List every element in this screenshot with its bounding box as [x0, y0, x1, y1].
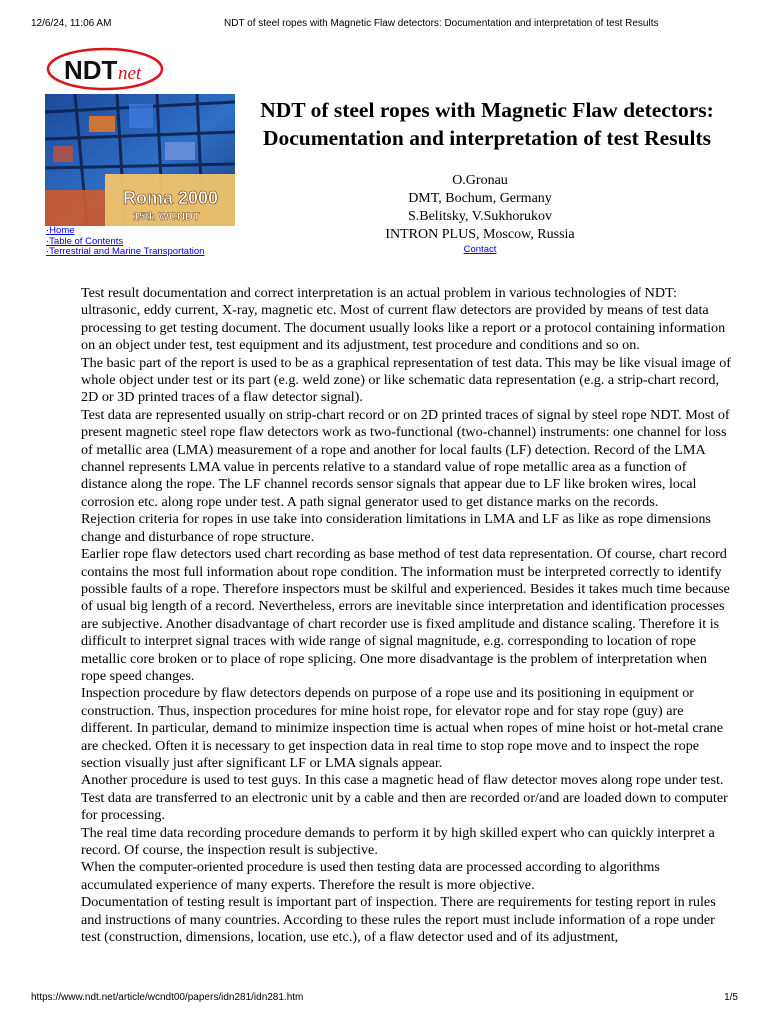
author-affiliation: DMT, Bochum, Germany — [408, 191, 552, 206]
author-affiliation: INTRON PLUS, Moscow, Russia — [385, 227, 575, 242]
nav-home-link[interactable]: ·Home — [46, 225, 75, 236]
print-url: https://www.ndt.net/article/wcndt00/papers/idn281/idn281.htm — [31, 992, 304, 1003]
paragraph: Inspection procedure by flaw detectors depends on purpose of a rope use and its positioning in equipment or construction. Thus, inspection procedures for mine hoist rope, for elevator rope and for stay rope (guy) are different. In particular, demand to minimize inspection time is actual when ropes of mine hoist or hot-metal crane are checked. Often it is necessary to get inspection data in real time to stop rope move and to inspect the rope section visually just after significant LF or LMA signals appear. — [81, 685, 723, 771]
contact-link[interactable]: Contact — [463, 244, 497, 255]
paragraph: Another procedure is used to test guys. In this case a magnetic head of flaw detector moves along rope under test. Test data are transferred to an electronic unit by a cable and then are recorded or/and are loaded down to computer for processing. — [81, 772, 728, 824]
nav-transportation-link[interactable]: ·Terrestrial and Marine Transportation — [46, 246, 205, 257]
page-number: 1/5 — [724, 992, 738, 1003]
paragraph: Rejection criteria for ropes in use take into consideration limitations in LMA and LF as like as rope dimensions change and disturbance of rope structure. — [81, 511, 711, 545]
paragraph: Earlier rope flaw detectors used chart recording as base method of test data representation. Of course, chart record contains the most full information about rope condition. The information must be interpreted correctly to identify possible faults of a rope. Therefore inspectors must be skilful and experienced. Besides it takes much time because of usual big length of a record. Nevertheless, errors are inevitable since interpretation and identification processes are subjective. Another disadvantage of chart recorder use is fixed amplitude and distance scaling. Therefore it is difficult to interpret signal traces with wide range of signal magnitude, e.g. corresponding to location of rope metallic core broken or to place of rope splicing. One more disadvantage is the problem of interpretation when rope speed changes. — [81, 546, 730, 684]
author-name: O.Gronau — [452, 173, 508, 188]
paragraph: The real time data recording procedure demands to perform it by high skilled expert who can quickly interpret a record. Of course, the inspection result is subjective. — [81, 824, 715, 858]
nav-links — [46, 226, 204, 258]
article-title: NDT of steel ropes with Magnetic Flaw detectors: Documentation and interpretation of test Results — [260, 98, 714, 150]
print-header — [0, 18, 768, 32]
nav-table-of-contents-link[interactable]: ·Table of Contents — [46, 235, 124, 247]
author-block — [360, 172, 600, 256]
paragraph: When the computer-oriented procedure is used then testing data are processed according to algorithms accumulated experience of many experts. Therefore the result is more objective. — [81, 859, 660, 893]
paragraph: Test data are represented usually on strip-chart record or on 2D printed traces of signal by steel rope NDT. Most of present magnetic steel rope flaw detectors work as two-functional (two-channel) instruments: one channel for loss of metallic area (LMA) measurement of a rope and another for local faults (LF) detection. Record of the LMA channel represents LMA value in percents relative to a standard value of rope metallic area as a function of distance along the rope. The LF channel records sensor signals that appear due to LF like broken wires, local corrosion etc. along rope under test. A path signal generator used to get distance marks on the records. — [81, 406, 730, 510]
print-footer — [0, 992, 768, 1006]
ndtnet-logo[interactable] — [46, 47, 164, 91]
print-date: 12/6/24, 11:06 AM — [31, 18, 112, 29]
logo-suffix: net — [118, 63, 142, 84]
author-name: S.Belitsky, V.Sukhorukov — [407, 209, 553, 224]
banner-subtitle: 15th WCNDT — [133, 211, 200, 223]
banner-title: Roma 2000 — [123, 188, 219, 208]
paragraph: The basic part of the report is used to be as a graphical representation of test data. This may be like visual image of whole object under test or its part (e.g. weld zone) or like schematic data representation (e.g. a strip-chart record, 2D or 3D printed traces of a flaw detector signal). — [81, 354, 731, 406]
paragraph: Documentation of testing result is important part of inspection. There are requirements for testing report in rules and instructions of many countries. According to these rules the report must include information of a rope under test (construction, dimensions, location, use etc.), of a flaw detector used and of its adjustment, — [81, 894, 716, 946]
conference-banner — [45, 94, 235, 226]
paragraph: Test result documentation and correct interpretation is an actual problem in various technologies of NDT: ultrasonic, eddy current, X-ray, magnetic etc. Most of current flaw detectors are provided by means of test data processing to get testing document. The document usually looks like a report or a protocol containing information on an object under test, test equipment and its adjustment, test procedure and conditions and so on. — [81, 285, 726, 354]
article-body — [81, 285, 731, 946]
logo-text: NDT — [64, 55, 118, 85]
print-page-title: NDT of steel ropes with Magnetic Flaw detectors: Documentation and interpretation of test Results — [224, 18, 659, 29]
